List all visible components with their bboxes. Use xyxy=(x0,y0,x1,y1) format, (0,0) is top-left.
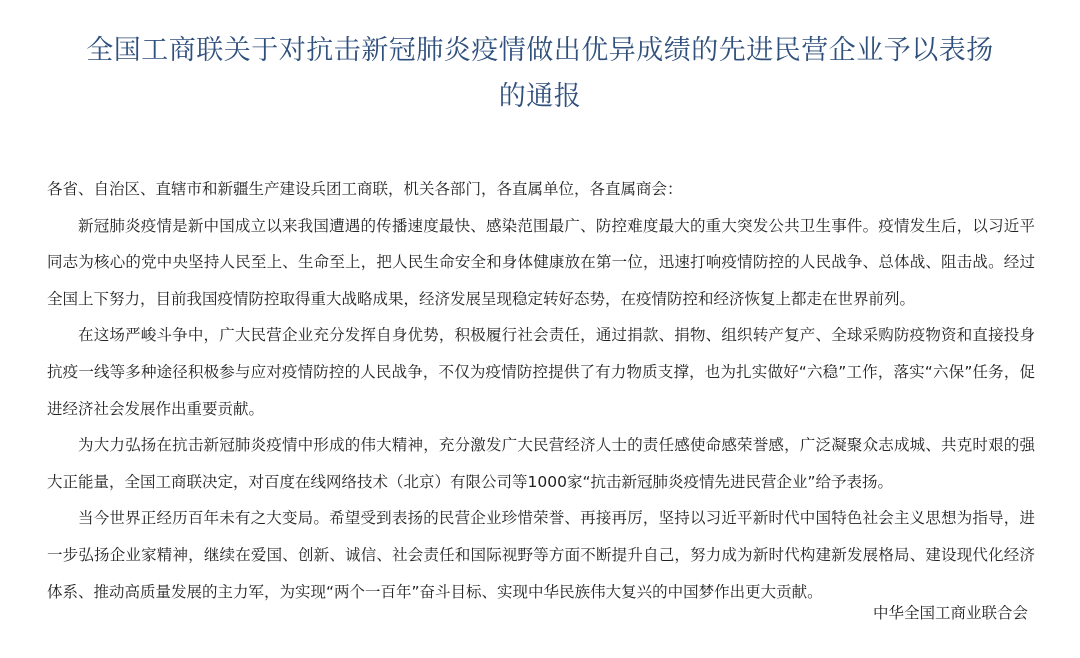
document-body xyxy=(47,171,1035,610)
paragraph-1: 新冠肺炎疫情是新中国成立以来我国遭遇的传播速度最快、感染范围最广、防控难度最大的重大突发公共卫生事件。疫情发生后，以习近平同志为核心的党中央坚持人民至上、生命至上，把人民生命安全和身体健康放在第一位，迅速打响疫情防控的人民战争、总体战、阻击战。经过全国上下努力，目前我国疫情防控取得重大战略成果，经济发展呈现稳定转好态势，在疫情防控和经济恢复上都走在世界前列。 xyxy=(47,216,1035,308)
salutation: 各省、自治区、直辖市和新疆生产建设兵团工商联，机关各部门，各直属单位，各直属商会： xyxy=(47,180,683,198)
signature: 中华全国工商业联合会 xyxy=(872,604,1028,622)
paragraph-3: 为大力弘扬在抗击新冠肺炎疫情中形成的伟大精神，充分激发广大民营经济人士的责任感使命感荣誉感，广泛凝聚众志成城、共克时艰的强大正能量，全国工商联决定，对百度在线网络技术（北京）有限公司等1000家“抗击新冠肺炎疫情先进民营企业”给予表扬。 xyxy=(47,436,1035,491)
document-title xyxy=(40,28,1040,120)
title-line-1: 全国工商联关于对抗击新冠肺炎疫情做出优异成绩的先进民营企业予以表扬 xyxy=(86,35,994,66)
paragraph-2: 在这场严峻斗争中，广大民营企业充分发挥自身优势，积极履行社会责任，通过捐款、捐物、组织转产复产、全球采购防疫物资和直接投身抗疫一线等多种途径积极参与应对疫情防控的人民战争，不仅为疫情防控提供了有力物质支撑，也为扎实做好“六稳”工作，落实“六保”任务，促进经济社会发展作出重要贡献。 xyxy=(47,326,1035,418)
title-line-2: 的通报 xyxy=(498,81,582,112)
paragraph-4: 当今世界正经历百年未有之大变局。希望受到表扬的民营企业珍惜荣誉、再接再厉，坚持以习近平新时代中国特色社会主义思想为指导，进一步弘扬企业家精神，继续在爱国、创新、诚信、社会责任和国际视野等方面不断提升自己，努力成为新时代构建新发展格局、建设现代化经济体系、推动高质量发展的主力军，为实现“两个一百年”奋斗目标、实现中华民族伟大复兴的中国梦作出更大贡献。 xyxy=(47,509,1035,601)
